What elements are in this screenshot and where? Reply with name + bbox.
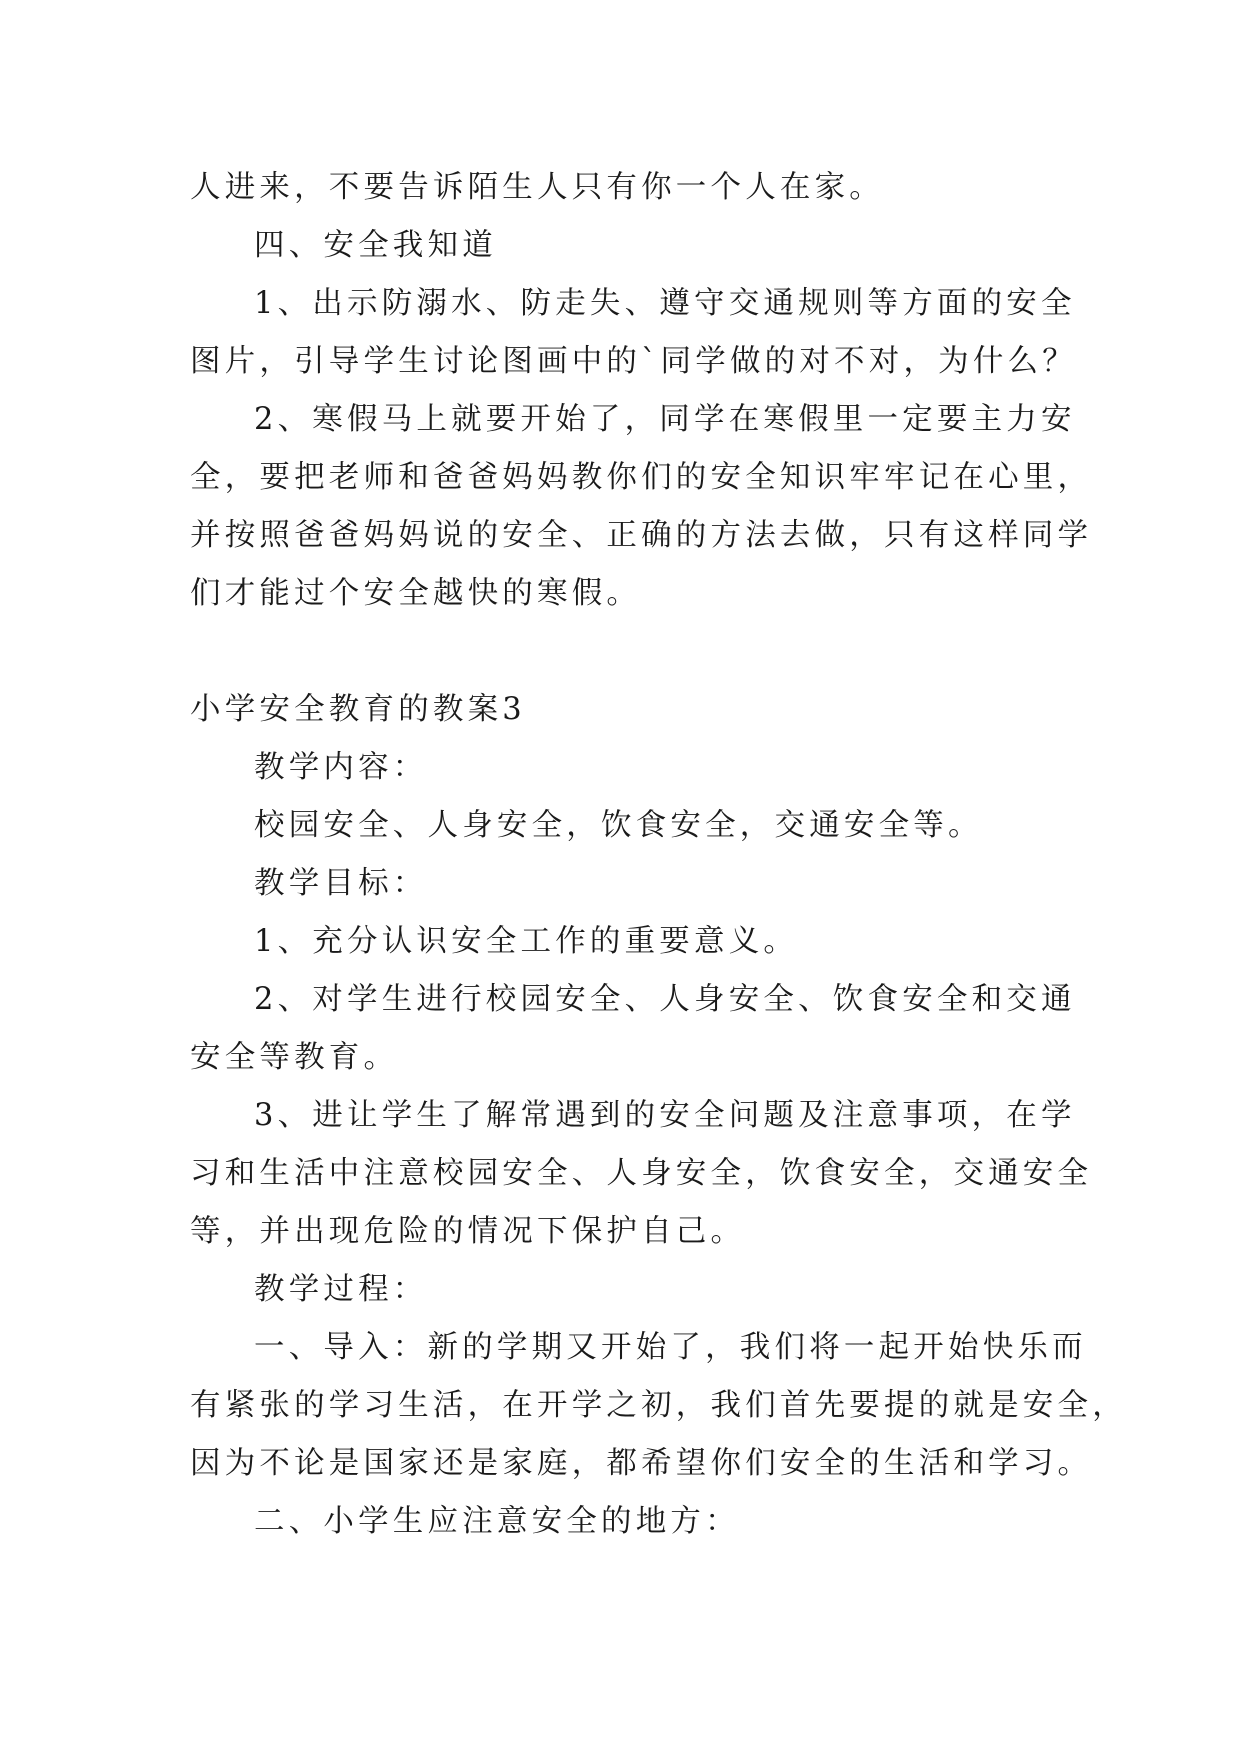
section-heading: 教学内容： (254, 750, 428, 785)
paragraph-line: 2、寒假马上就要开始了，同学在寒假里一定要主力安 (254, 402, 1076, 437)
paragraph-line: 3、进让学生了解常遇到的安全问题及注意事项，在学 (254, 1098, 1076, 1133)
paragraph-line: 习和生活中注意校园安全、人身安全，饮食安全，交通安全 (190, 1156, 1093, 1191)
paragraph-line: 1、出示防溺水、防走失、遵守交通规则等方面的安全 (254, 286, 1076, 321)
paragraph-line: 等，并出现危险的情况下保护自己。 (190, 1214, 746, 1249)
paragraph-line: 全，要把老师和爸爸妈妈教你们的安全知识牢牢记在心里， (190, 460, 1093, 495)
section-heading: 四、安全我知道 (254, 228, 497, 263)
paragraph-line: 1、充分认识安全工作的重要意义。 (254, 924, 799, 959)
paragraph-line: 有紧张的学习生活，在开学之初，我们首先要提的就是安全， (190, 1388, 1127, 1423)
paragraph-line: 2、对学生进行校园安全、人身安全、饮食安全和交通 (254, 982, 1076, 1017)
paragraph-line: 校园安全、人身安全，饮食安全，交通安全等。 (254, 808, 983, 843)
paragraph-line: 因为不论是国家还是家庭，都希望你们安全的生活和学习。 (190, 1446, 1093, 1481)
section-heading: 教学目标： (254, 866, 428, 901)
document-title: 小学安全教育的教案3 (190, 692, 526, 727)
paragraph-line: 并按照爸爸妈妈说的安全、正确的方法去做，只有这样同学 (190, 518, 1093, 553)
section-heading: 教学过程： (254, 1272, 428, 1307)
paragraph-line: 一、导入：新的学期又开始了，我们将一起开始快乐而 (254, 1330, 1087, 1365)
paragraph-line: 安全等教育。 (190, 1040, 399, 1075)
paragraph-line: 们才能过个安全越快的寒假。 (190, 576, 642, 611)
paragraph-line: 图片，引导学生讨论图画中的`同学做的对不对，为什么？ (190, 344, 1077, 379)
section-heading: 二、小学生应注意安全的地方： (254, 1504, 740, 1539)
paragraph-line: 人进来，不要告诉陌生人只有你一个人在家。 (190, 170, 884, 205)
